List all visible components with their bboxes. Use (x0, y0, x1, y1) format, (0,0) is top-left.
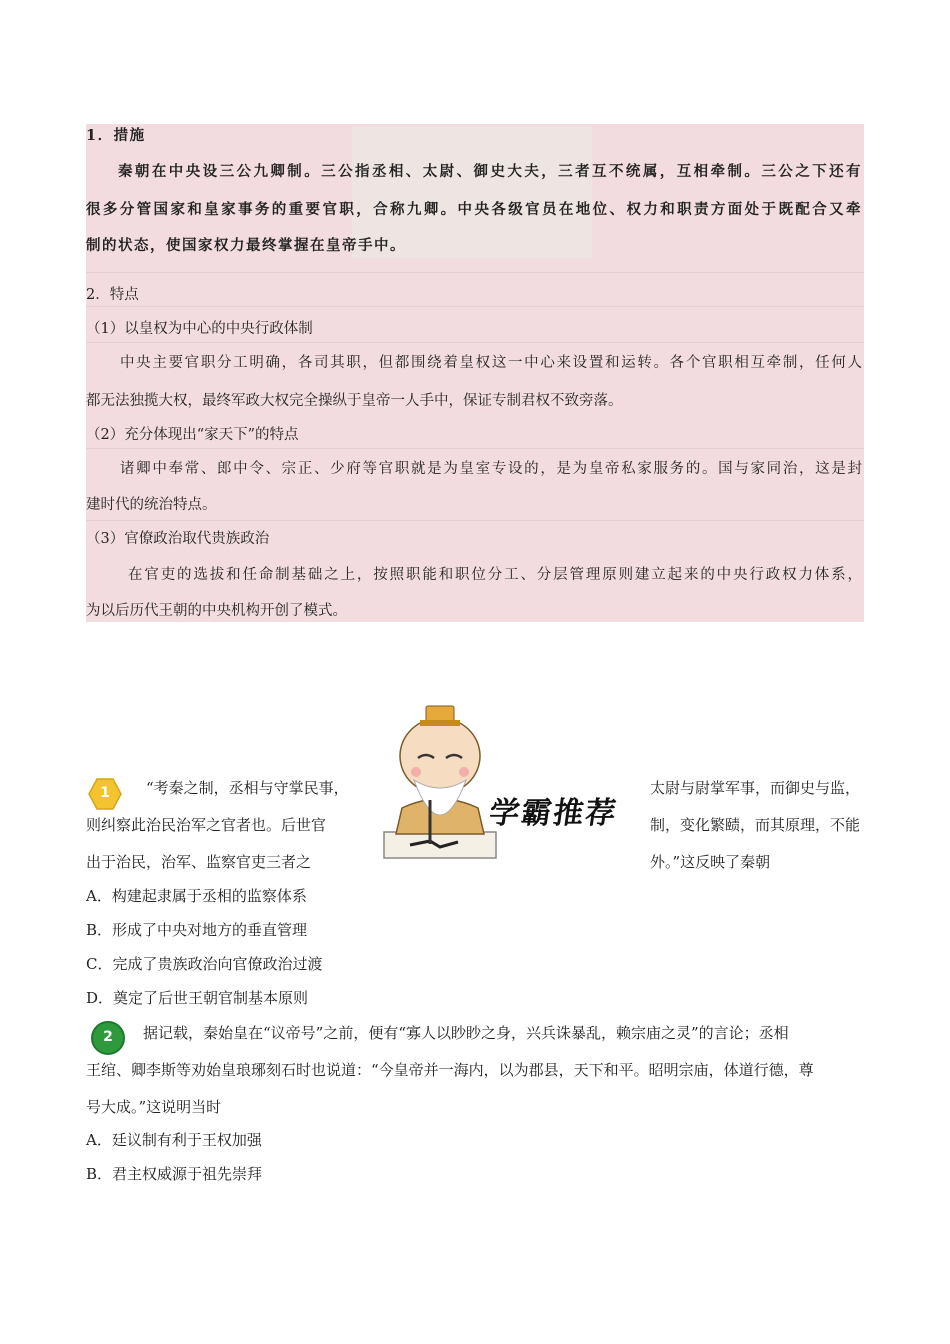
section-heading-measures: 1．措施 (86, 127, 146, 144)
question-1-text: 则纠察此治民治军之官者也。后世官 (86, 816, 327, 834)
question-1-option-d[interactable]: D．奠定了后世王朝官制基本原则 (86, 989, 309, 1007)
question-2-text: 王绾、卿李斯等劝始皇琅琊刻石时也说道：“今皇帝并一海内，以为郡县，天下和平。昭明宗庙，体道行德，尊 (86, 1061, 814, 1079)
question-2-option-b[interactable]: B．君主权威源于祖先崇拜 (86, 1165, 263, 1183)
question-1-text: 太尉与尉掌军事，而御史与监， (650, 779, 861, 797)
section-heading-features: 2．特点 (86, 287, 139, 303)
separator (86, 342, 864, 343)
xueba-banner (380, 700, 642, 868)
paragraph-line: 中央主要官职分工明确，各司其职，但都围绕着皇权这一中心来设置和运转。各个官职相互牵制，任何人 (120, 355, 862, 371)
question-1-option-c[interactable]: C．完成了贵族政治向官僚政治过渡 (86, 955, 323, 973)
question-1-option-b[interactable]: B．形成了中央对地方的垂直管理 (86, 921, 308, 939)
question-2-badge (90, 1020, 126, 1056)
question-2-option-a[interactable]: A．廷议制有利于王权加强 (86, 1131, 262, 1149)
question-1-text: 外。”这反映了秦朝 (650, 853, 771, 871)
paragraph-line: 很多分管国家和皇家事务的重要官职，合称九卿。中央各级官员在地位、权力和职责方面处于既配合又牵 (86, 201, 862, 218)
paragraph-line: 秦朝在中央设三公九卿制。三公指丞相、太尉、御史大夫，三者互不统属，互相牵制。三公之下还有 (118, 163, 862, 180)
paragraph-line: 在官吏的选拔和任命制基础之上，按照职能和职位分工、分层管理原则建立起来的中央行政权力体系， (128, 567, 862, 583)
question-1-text: “考秦之制，丞相与守掌民事， (146, 779, 349, 797)
separator (86, 272, 864, 273)
question-1-badge (88, 778, 122, 810)
paragraph-line: 建时代的统治特点。 (86, 497, 217, 513)
question-2-text: 号大成。”这说明当时 (86, 1098, 222, 1116)
paragraph-line: 诸卿中奉常、郎中令、宗正、少府等官职就是为皇室专设的，是为皇帝私家服务的。国与家同治，这是封 (120, 461, 862, 477)
separator (86, 520, 864, 521)
separator (86, 448, 864, 449)
question-1-text: 出于治民，治军、监察官吏三者之 (86, 853, 312, 871)
separator (86, 306, 864, 307)
question-1-text: 制，变化繁赜，而其原理，不能 (650, 816, 861, 834)
subheading: （2）充分体现出“家天下”的特点 (86, 427, 299, 443)
subheading: （1）以皇权为中心的中央行政体制 (86, 321, 313, 337)
question-2-number: 2 (103, 1029, 113, 1045)
paragraph-line: 都无法独揽大权，最终军政大权完全操纵于皇帝一人手中，保证专制君权不致旁落。 (86, 393, 623, 409)
subheading: （3）官僚政治取代贵族政治 (86, 531, 270, 547)
question-1-option-a[interactable]: A．构建起隶属于丞相的监察体系 (86, 887, 307, 905)
sage-illustration-icon (380, 700, 642, 868)
paragraph-line: 为以后历代王朝的中央机构开创了模式。 (86, 603, 347, 619)
question-2-text: 据记载，秦始皇在“议帝号”之前，便有“寡人以眇眇之身，兴兵诛暴乱，赖宗庙之灵”的言论；丞相 (143, 1024, 789, 1042)
paragraph-line: 制的状态，使国家权力最终掌握在皇帝手中。 (86, 237, 406, 254)
question-1-number: 1 (100, 785, 110, 801)
banner-title: 学霸推荐 (487, 796, 620, 831)
